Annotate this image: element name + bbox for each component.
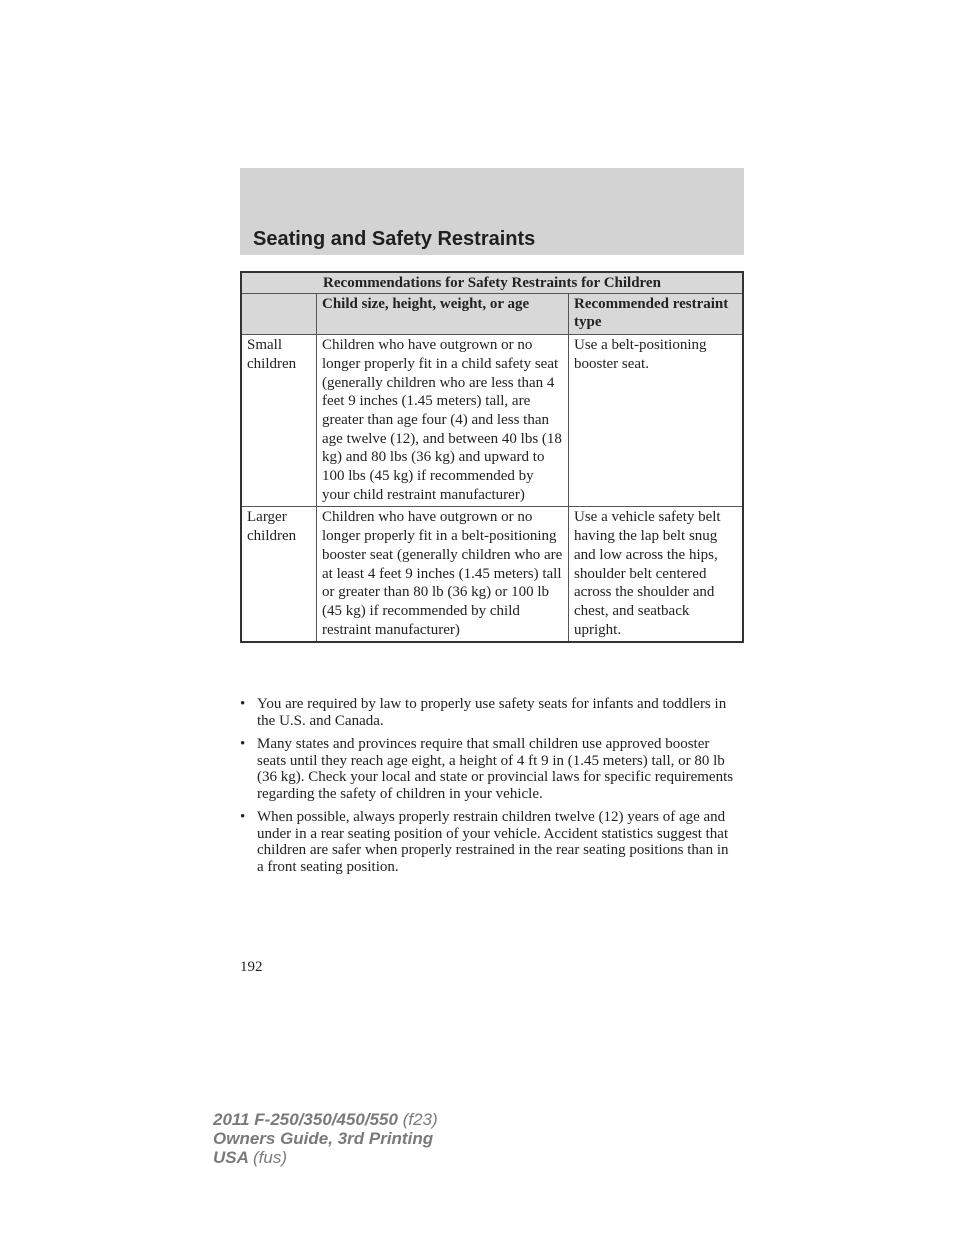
- row-size: Children who have outgrown or no longer properly fit in a belt-positioning booster seat (generally children who are at least 4 feet 9 inches (1.45 meters) tall or greater than 80 lb (36 kg) or 100 lb (45 kg) if recommended by child restraint manufacturer): [317, 507, 569, 642]
- footer-guide: Owners Guide, 3rd Printing: [213, 1129, 434, 1148]
- row-restraint: Use a vehicle safety belt having the lap belt snug and low across the hips, shoulder belt centered across the shoulder and chest, and seatback upright.: [569, 507, 744, 642]
- table-header-row: [241, 293, 743, 334]
- section-title: Seating and Safety Restraints: [253, 228, 536, 250]
- page-number: 192: [240, 959, 263, 975]
- table-row: [241, 507, 743, 642]
- footer-model-line: [213, 1110, 438, 1129]
- row-restraint: Use a belt-positioning booster seat.: [569, 335, 744, 507]
- footer-model-code: (f23): [402, 1110, 438, 1129]
- row-size: Children who have outgrown or no longer properly fit in a child safety seat (generally children who are less than 4 feet 9 inches (1.45 meters) tall, are greater than age four (4) and less than age twelve (12), and between 40 lbs (18 kg) and 80 lbs (36 kg) and upward to 100 lbs (45 kg) if recommended by your child restraint manufacturer): [317, 335, 569, 507]
- column-header-restraint: Recommended restraint type: [569, 293, 744, 334]
- safety-restraints-table: [240, 271, 744, 643]
- column-header-size: Child size, height, weight, or age: [317, 293, 569, 334]
- list-item-text: You are required by law to properly use safety seats for infants and toddlers in the U.S. and Canada.: [257, 696, 727, 729]
- list-item-text: Many states and provinces require that small children use approved booster seats until they reach age eight, a height of 4 ft 9 in (1.45 meters) tall, or 80 lb (36 kg). Check your local and state or provincial laws for specific requirements regarding the safety of children in your vehicle.: [257, 736, 734, 802]
- bullet-icon: •: [240, 696, 246, 712]
- row-category: Small children: [241, 335, 317, 507]
- bullet-icon: •: [240, 736, 246, 752]
- row-category: Larger children: [241, 507, 317, 642]
- notes-list: [240, 696, 735, 882]
- list-item: [240, 809, 735, 875]
- table-caption: Recommendations for Safety Restraints for Children: [241, 272, 743, 293]
- footer-region-line: [213, 1148, 438, 1167]
- footer-model: 2011 F-250/350/450/550: [213, 1110, 398, 1129]
- bullet-icon: •: [240, 809, 246, 825]
- document-footer: [213, 1110, 438, 1167]
- list-item: [240, 696, 735, 729]
- footer-region-code: (fus): [253, 1148, 287, 1167]
- section-header-band: [240, 168, 744, 255]
- list-item: [240, 736, 735, 802]
- table-row: [241, 335, 743, 507]
- footer-region: USA: [213, 1148, 249, 1167]
- column-header-category: [241, 293, 317, 334]
- list-item-text: When possible, always properly restrain children twelve (12) years of age and under in a rear seating position of your vehicle. Accident statistics suggest that children are safer when properly restrained in the rear seating positions than in a front seating position.: [257, 809, 729, 875]
